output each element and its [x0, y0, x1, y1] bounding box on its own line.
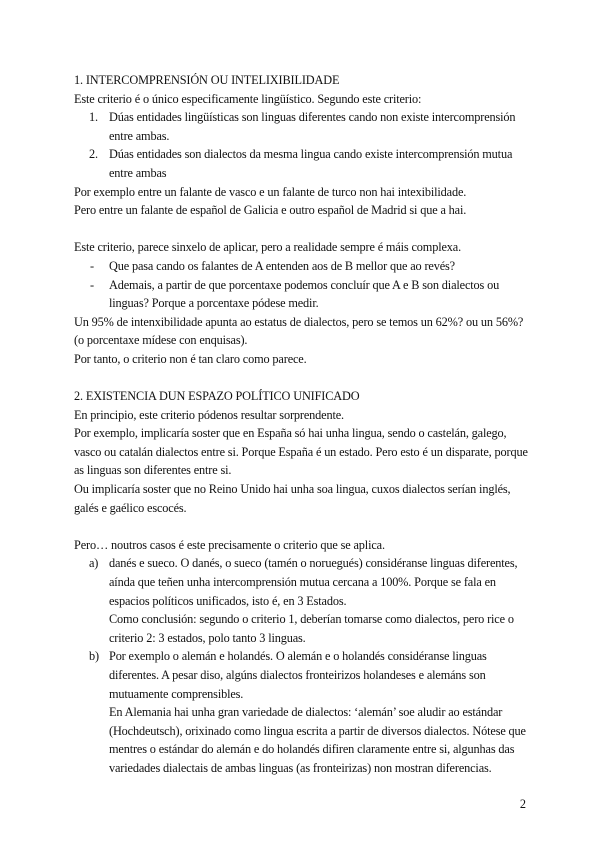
list-item [74, 276, 534, 313]
list-number: 1. [89, 110, 98, 125]
section-2-lettered-list [74, 554, 534, 777]
list-letter: a) [89, 556, 99, 571]
list-letter: b) [89, 649, 99, 664]
paragraph: Pero… noutros casos é este precisamente o criterio que se aplica. [74, 537, 385, 552]
list-item-text: Por exemplo o alemán e holandés. O alemán e o holandés considéranse linguas diferentes. A pesar diso, algúns dialectos fronteirizos holandeses e alemáns son mutuamente comprensibles. [109, 649, 487, 701]
list-item [74, 257, 534, 276]
list-item-text: Como conclusión: segundo o criterio 1, deberían tomarse como dialectos, pero rice o criterio 2: 3 estados, polo tanto 3 linguas. [109, 612, 514, 645]
page-number: 2 [519, 797, 526, 811]
list-item-text: Dúas entidades lingüísticas son linguas diferentes cando non existe intercomprensión entre ambas. [109, 110, 516, 143]
dash-bullet: - [90, 258, 94, 273]
section-1-dash-list [74, 257, 534, 313]
list-item [74, 554, 534, 647]
paragraph: Por exemplo, implicaría soster que en España só hai unha lingua, sendo o castelán, galego, vasco ou catalán dialectos entre si. Porque España é un estado. Pero esto é un disparate, porque as linguas son diferentes entre si. [74, 426, 528, 478]
list-item [74, 108, 534, 145]
section-2-heading: 2. EXISTENCIA DUN ESPAZO POLÍTICO UNIFICADO [74, 389, 360, 404]
section-1-heading: 1. INTERCOMPRENSIÓN OU INTELIXIBILIDADE [74, 73, 340, 87]
list-item [74, 647, 534, 777]
blank-line [74, 369, 534, 388]
paragraph: Este criterio, parece sinxelo de aplicar, pero a realidade sempre é máis complexa. [74, 240, 462, 255]
section-1-intro: Este criterio é o único especificamente lingüístico. Segundo este criterio: [74, 91, 422, 106]
section-1-numbered-list [74, 108, 534, 182]
paragraph: Ou implicaría soster que no Reino Unido hai unha soa lingua, cuxos dialectos serían inglés, galés e gaélico escocés. [74, 482, 511, 515]
paragraph: Por exemplo entre un falante de vasco e un falante de turco non hai intexibilidade. [74, 184, 467, 199]
list-item-text: Ademais, a partir de que porcentaxe podemos concluír que A e B son dialectos ou linguas? Porque a porcentaxe pódese medir. [109, 277, 500, 311]
dash-bullet: - [90, 277, 94, 292]
paragraph: Un 95% de intenxibilidade apunta ao estatus de dialectos, pero se temos un 62%? ou un 56%? (o porcentaxe mídese con enquisas). [74, 314, 524, 348]
list-number: 2. [89, 147, 98, 162]
blank-line [74, 220, 534, 239]
page-content [74, 71, 534, 778]
list-item-text: Que pasa cando os falantes de A entenden aos de B mellor que ao revés? [109, 258, 455, 273]
list-item-text: danés e sueco. O danés, o sueco (tamén o noruegués) considéranse linguas diferentes, aínda que teñen unha intercomprensión mutua cercana a 100%. Porque se fala en espacios políticos unificados, isto é, en 3 Estados. [109, 556, 518, 608]
paragraph: En principio, este criterio pódenos resultar sorprendente. [74, 407, 344, 422]
paragraph: Pero entre un falante de español de Galicia e outro español de Madrid si que a hai. [74, 203, 467, 218]
list-item-text: Dúas entidades son dialectos da mesma lingua cando existe intercomprensión mutua entre ambas [109, 147, 513, 180]
list-item [74, 145, 534, 182]
list-item-text: En Alemania hai unha gran variedade de dialectos: ‘alemán’ soe aludir ao estándar (Hochdeutsch), orixinado como lingua escrita a partir de diversos dialectos. Nótese que mentres o estándar do alemán e do holandés difiren claramente entre si, algunhas das variedades dialectais de ambas linguas (as fronteirizas) non mostran diferencias. [109, 705, 526, 775]
blank-line [74, 517, 534, 536]
paragraph: Por tanto, o criterio non é tan claro como parece. [74, 351, 307, 366]
